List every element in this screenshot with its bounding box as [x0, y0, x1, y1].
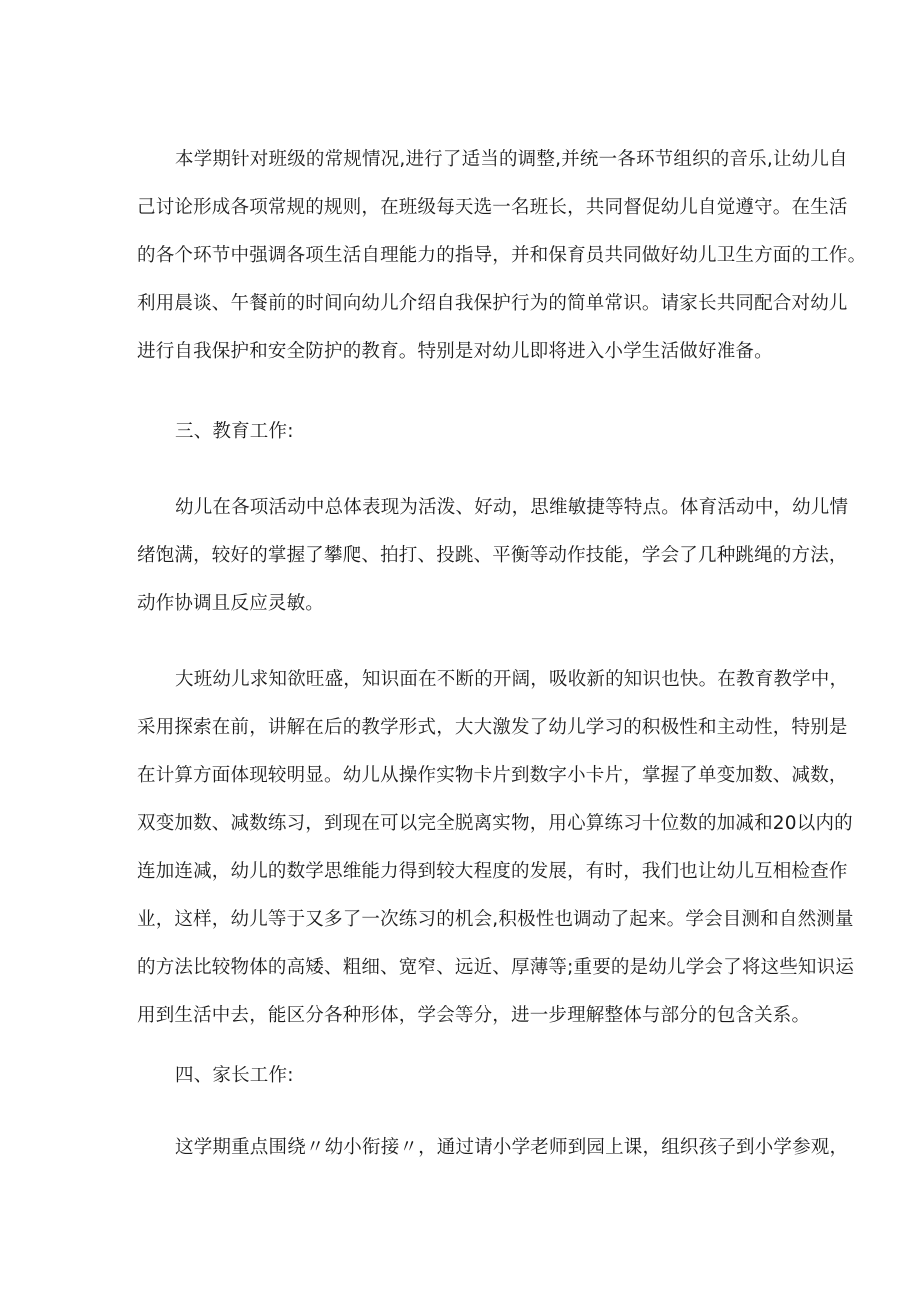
- paragraph-3-line-3: 动作协调且反应灵敏。: [137, 593, 325, 614]
- paragraph-4-line-2: 采用探索在前，讲解在后的教学形式，大大激发了幼儿学习的积极性和主动性，特别是: [137, 717, 848, 738]
- paragraph-4-line-7: 的方法比较物体的高矮、粗细、宽窄、远近、厚薄等;重要的是幼儿学会了将这些知识运: [137, 957, 855, 978]
- paragraph-3-line-2: 绪饱满，较好的掌握了攀爬、拍打、投跳、平衡等动作技能，学会了几种跳绳的方法，: [137, 545, 848, 566]
- paragraph-1-line-4: 利用晨谈、午餐前的时间向幼儿介绍自我保护行为的简单常识。请家长共同配合对幼儿: [137, 293, 848, 314]
- paragraph-1-line-5: 进行自我保护和安全防护的教育。特别是对幼儿即将进入小学生活做好准备。: [137, 341, 773, 362]
- paragraph-1-line-3: 的各个环节中强调各项生活自理能力的指导，并和保育员共同做好幼儿卫生方面的工作。: [137, 245, 867, 266]
- section-heading-education: 三、教育工作:: [175, 421, 294, 442]
- paragraph-1-line-2: 己讨论形成各项常规的规则，在班级每天选一名班长，共同督促幼儿自觉遵守。在生活: [137, 197, 848, 218]
- paragraph-4-line-5: 连加连减，幼儿的数学思维能力得到较大程度的发展，有时，我们也让幼儿互相检查作: [137, 861, 848, 882]
- paragraph-3-line-1: 幼儿在各项活动中总体表现为活泼、好动，思维敏捷等特点。体育活动中，幼儿情: [175, 497, 849, 518]
- paragraph-4-line-4: 双变加数、减数练习，到现在可以完全脱离实物，用心算练习十位数的加减和20以内的: [137, 813, 853, 834]
- paragraph-4-line-3: 在计算方面体现较明显。幼儿从操作实物卡片到数字小卡片，掌握了单变加数、减数，: [137, 765, 848, 786]
- section-heading-parents: 四、家长工作:: [175, 1065, 294, 1086]
- paragraph-4-line-8: 用到生活中去，能区分各种形体，学会等分，进一步理解整体与部分的包含关系。: [137, 1005, 811, 1026]
- paragraph-6-line-1: 这学期重点围绕〃幼小衔接〃，通过请小学老师到园上课，组织孩子到小学参观，: [175, 1137, 849, 1158]
- paragraph-4-line-6: 业，这样，幼儿等于又多了一次练习的机会,积极性也调动了起来。学会目测和自然测量: [137, 909, 854, 930]
- paragraph-4-line-1: 大班幼儿求知欲旺盛，知识面在不断的开阔，吸收新的知识也快。在教育教学中，: [175, 669, 849, 690]
- paragraph-1-line-1: 本学期针对班级的常规情况,进行了适当的调整,并统一各环节组织的音乐,让幼儿自: [175, 149, 848, 170]
